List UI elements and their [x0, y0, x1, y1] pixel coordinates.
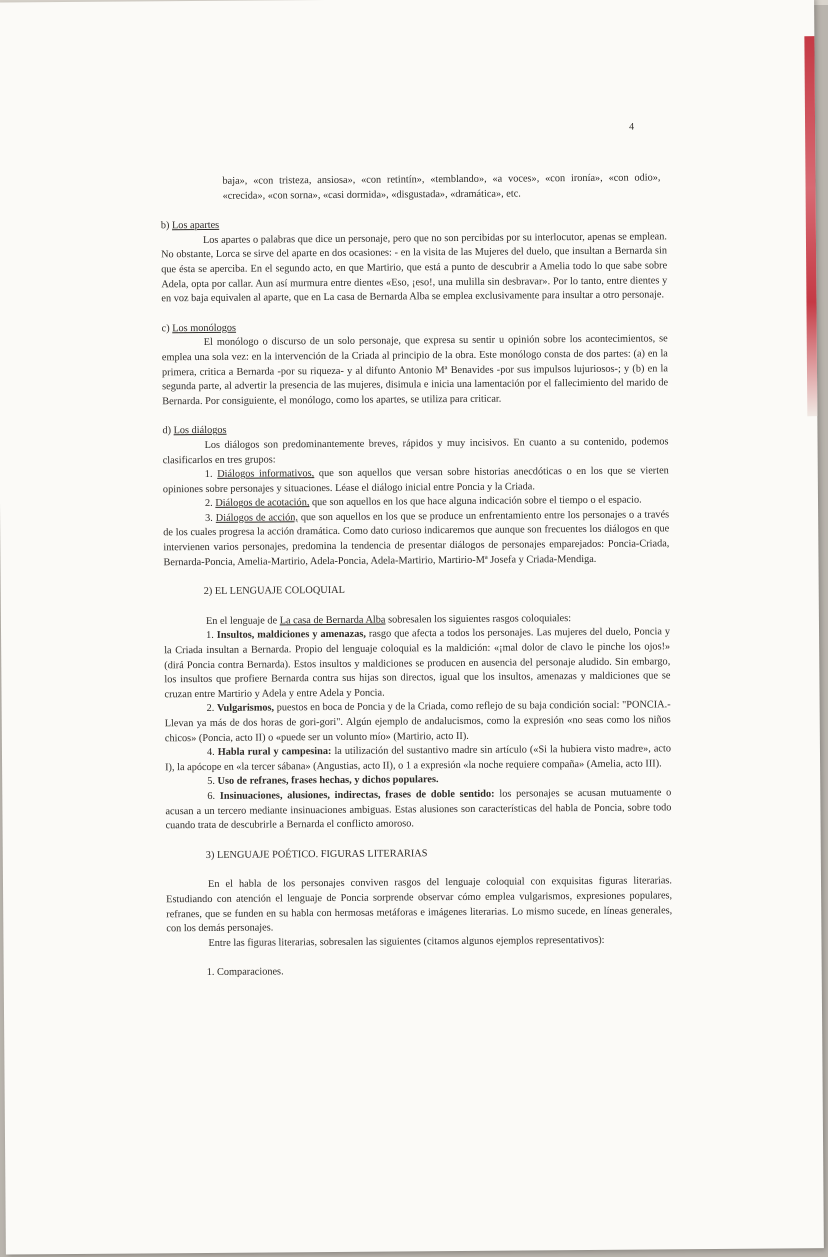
section-2-intro: En el lenguaje de La casa de Bernarda Alba sobresalen los siguientes rasgos coloquiales:: [205, 612, 572, 627]
section-3-paragraph-2: Entre las figuras literarias, sobresalen las siguientes (citamos algunos ejemplos representativos):: [208, 934, 605, 949]
section-b-title: Los apartes: [171, 220, 220, 232]
section-b-label: b): [160, 220, 170, 232]
section-d-label: d): [162, 425, 172, 437]
section-c-label: c): [161, 322, 170, 335]
dialog-type-item: 3. Diálogos de acción, que son aquellos en los que se produce un enfrentamiento entre los personajes o a través de los cuales progresa la acción dramática. Como dato curioso indicaremos que aunque son frecuentes los diálogos en que intervienen varios personajes, predomina la tendencia de presentar diálogos de personajes emparejados: Poncia-Criada, Bernarda-Poncia, Amelia-Martirio, Adela-Poncia, Adela-Martirio, Martirio-Mª Josefa y Criada-Mendiga.: [163, 509, 670, 568]
red-folder-edge: [804, 36, 817, 416]
section-3-title: 3) LENGUAJE POÉTICO. FIGURAS LITERARIAS: [205, 847, 428, 861]
section-2-title: 2) EL LENGUAJE COLOQUIAL: [203, 585, 345, 598]
section-3-item-1: 1. Comparaciones.: [206, 966, 284, 979]
intro-paragraph: baja», «con tristeza, ansiosa», «con retintín», «temblando», «a voces», «con ironía», «con odio», «crecida», «con sorna», «casi dormida», «disgustada», «dramática», etc.: [222, 172, 661, 202]
section-3-paragraph-1: En el habla de los personajes conviven rasgos del lenguaje coloquial con exquisitas figuras literarias. Estudiando con atención el lenguaje de Poncia sorprende observar cómo emplea vulgarismos, expresiones populares, refranes, que se funden en su habla con hermosas metáforas e imágenes literarias. Lo mismo sucede, en líneas generales, con los demás personajes.: [166, 875, 673, 935]
colloquial-trait-item: 1. Insultos, maldiciones y amenazas, rasgo que afecta a todos los personajes. Las mujeres del duelo, Poncia y la Criada insultan a Bernarda. Propio del lenguaje coloquial es la maldición: «¡mal dolor de clavo le pinche los ojos!» (dirá Poncia contra Bernarda). Estos insultos y maldiciones se producen en ausencia del personaje aludido. Sin embargo, los insultos que profiere Bernarda contra sus hijas son directos, igual que los insultos, amenazas y maldiciones que se cruzan entre Martirio y Adela y entre Adela y Poncia.: [164, 626, 671, 701]
colloquial-trait-item: 4. Habla rural y campesina: la utilización del sustantivo madre sin artículo («Si la hubiera visto madre», acto I), la apócope en «la tercer sábana» (Angustias, acto II), o 1 a expresión «la noche requiere compaña» (Amelia, acto III).: [165, 743, 672, 774]
colloquial-trait-item: 2. Vulgarismos, puestos en boca de Poncia y de la Criada, como reflejo de su baja condición social: "PONCIA.-Llevan ya más de dos horas de gori-gori". Algún ejemplo de andalucismos, como la expresión «no seas como los niños chicos» (Poncia, acto II) o «puede ser un volunto mío» (Martirio, acto II).: [164, 699, 671, 744]
page-number: 4: [629, 121, 635, 133]
section-b-body: Los apartes o palabras que dice un personaje, pero que no son percibidas por su interlocutor, apenas se emplean. No obstante, Lorca se sirve del aparte en dos ocasiones: - en la visita de las Mujeres del duelo, que insultan a Bernarda sin que ésta se aperciba. En el segundo acto, en que Martirio, que está a punto de descubrir a Amelia todo lo que sabe sobre Adela, opta por callar. Aun así murmura entre dientes «Eso, ¡eso!, una mulilla sin desbravar». Por lo tanto, entre dientes y en voz baja equivalen al aparte, que en La casa de Bernarda Alba se emplea exclusivamente para insultar a otro personaje.: [161, 231, 668, 305]
colloquial-trait-item: 5. Uso de refranes, frases hechas, y dichos populares.: [207, 774, 439, 788]
section-d-title: Los diálogos: [173, 425, 227, 437]
dialog-type-item: 1. Diálogos informativos, que son aquellos que versan sobre historias anecdóticas o en los que se vierten opiniones sobre personajes y situaciones. Léase el diálogo inicial entre Poncia y la Criada.: [162, 465, 669, 495]
dialog-type-item: 2. Diálogos de acotación, que son aquellos en los que hace alguna indicación sobre el tiempo o el espacio.: [204, 494, 642, 510]
section-c-body: El monólogo o discurso de un solo personaje, que expresa su sentir u opinión sobre los acontecimientos, se emplea una sola vez: en la intervención de la Criada al principio de la obra. Este monólogo consta de dos partes: (a) en la primera, critica a Bernarda -por su riqueza- y al difunto Antonio Mª Benavides -por sus impulsos lujuriosos-; y (b) en la segunda parte, al advertir la presencia de las mujeres, disimula e inicia una lamentación por el fallecimiento del marido de Bernarda. Por consiguiente, el monólogo, como los apartes, se utiliza para criticar.: [161, 333, 669, 408]
section-c-title: Los monólogos: [172, 322, 237, 334]
colloquial-trait-item: 6. Insinuaciones, alusiones, indirectas, frases de doble sentido: los personajes se acusan mutuamente o acusan a un tercero mediante insinuaciones ambiguas. Estas alusiones son características del habla de Poncia, sobre todo cuando trata de descubrirle a Bernarda el conflicto amoroso.: [165, 787, 672, 832]
page-content: [160, 113, 673, 981]
section-d-body: Los diálogos son predominantemente breves, rápidos y muy incisivos. En cuanto a su contenido, podemos clasificarlos en tres grupos:: [162, 436, 669, 466]
